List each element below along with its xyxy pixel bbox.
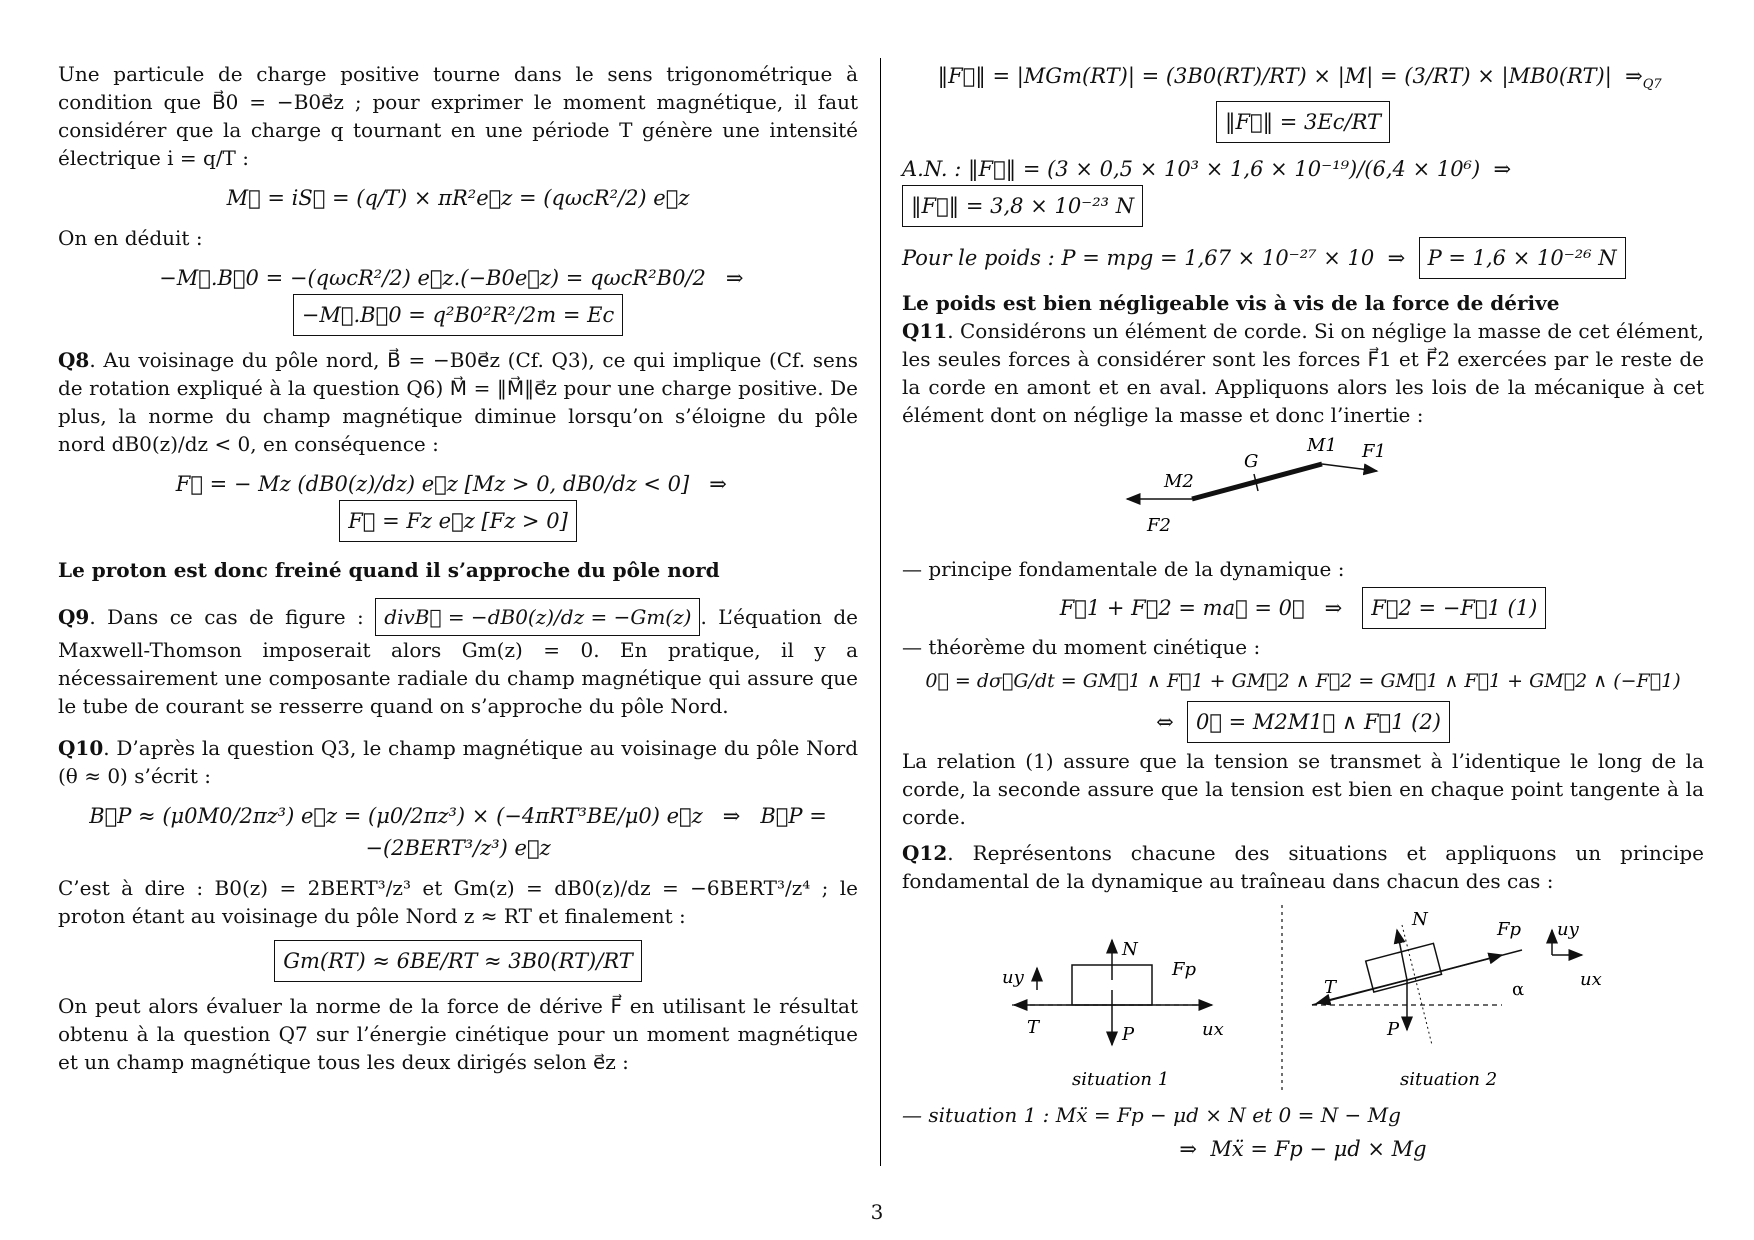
sled-box-inclined xyxy=(1366,944,1442,993)
equation-tmc-result-row: ⇔ 0⃗ = M2M1⃗ ∧ F⃗1 (2) xyxy=(902,701,1704,743)
equation-energy: −M⃗.B⃗0 = −(qωcR²/2) e⃗z.(−B0e⃗z) = qωcR²B0/2 ⇒ −M⃗.B⃗0 = q²B0²R²/2m = Ec xyxy=(58,262,858,336)
label-m2: M2 xyxy=(1164,471,1194,493)
weight-result: P = 1,6 × 10⁻²⁶ N xyxy=(1419,237,1626,279)
list-item-tmc-text: théorème du moment cinétique : xyxy=(928,635,1261,660)
equation-field-pole: B⃗P ≈ (μ0M0/2πz³) e⃗z = (μ0/2πz³) × (−4πRT³BE/μ0) e⃗z ⇒ B⃗P = −(2BERT³/z³) e⃗z xyxy=(89,804,827,860)
equation-weight: Pour le poids : P = mpg = 1,67 × 10⁻²⁷ × 10 ⇒ P = 1,6 × 10⁻²⁶ N xyxy=(902,237,1704,279)
equation-gradient xyxy=(58,940,858,982)
q12-text: . Représentons chacune des situations et appliquons un principe fondamental de la dynamique au traîneau dans chacun des cas : xyxy=(902,841,1704,894)
q9-after: . L’équation de Maxwell-Thomson imposerait alors Gm(z) = 0. En pratique, il y a nécessairement une composante radiale du champ magnétique qui assure que le tube de courant se resserre quand on s’approche du pôle Nord. xyxy=(58,605,859,718)
label-fp: Fp xyxy=(1172,959,1197,981)
an-equation: ‖F⃗‖ = (3 × 0,5 × 10³ × 1,6 × 10⁻¹⁹)/(6,4 × 10⁶) xyxy=(968,157,1481,182)
equation-pfd-left: F⃗1 + F⃗2 = ma⃗ = 0⃗ xyxy=(1059,596,1305,621)
column-separator xyxy=(880,58,881,1166)
paragraph-q12 xyxy=(902,839,1704,895)
label-fp-2: Fp xyxy=(1497,919,1522,941)
q10-text: . D’après la question Q3, le champ magnétique au voisinage du pôle Nord (θ ≈ 0) s’écrit : xyxy=(58,736,858,788)
equation-field-left: B⃗P ≈ (μ0M0/2πz³) e⃗z = (μ0/2πz³) × (−4πRT³BE/μ0) e⃗z xyxy=(89,804,703,828)
list-item-pfd: — principe fondamentale de la dynamique : xyxy=(902,557,1345,582)
equation-energy-result: −M⃗.B⃗0 = q²B0²R²/2m = Ec xyxy=(293,294,623,336)
label-t-2: T xyxy=(1324,977,1337,999)
paragraph-deduction: On en déduit : xyxy=(58,226,203,250)
conclusion-proton: Le proton est donc freiné quand il s’approche du pôle nord xyxy=(58,558,720,582)
equation-field-right: B⃗P = −(2BERT³/z³) e⃗z xyxy=(365,804,827,860)
label-t: T xyxy=(1027,1017,1040,1039)
equation-pfd: F⃗1 + F⃗2 = ma⃗ = 0⃗ ⇒ F⃗2 = −F⃗1 (1) xyxy=(902,587,1704,629)
paragraph-cest-a-dire: C’est à dire : B0(z) = 2BERT³/z³ et Gm(z) = dB0(z)/dz = −6BERT³/z⁴ ; le proton étant au voisinage du pôle Nord z ≈ RT et finalement : xyxy=(58,876,858,928)
question-label: Q8 xyxy=(58,348,90,372)
paragraph-q9 xyxy=(58,598,858,720)
weight-equation: Pour le poids : P = mpg = 1,67 × 10⁻²⁷ × 10 xyxy=(902,246,1375,271)
equation-force-left: F⃗ = − Mz (dB0(z)/dz) e⃗z [Mz > 0, dB0/dz < 0] xyxy=(175,472,690,496)
rope-element-figure xyxy=(902,429,1704,549)
list-item-pfd-text: principe fondamentale de la dynamique : xyxy=(928,557,1345,582)
list-item-situation-1: — situation 1 : Mẍ = Fp − μd × N et 0 = N − Mg xyxy=(902,1103,1401,1128)
paragraph-relation: La relation (1) assure que la tension se transmet à l’identique le long de la corde, la seconde assure que la tension est bien en chaque point tangente à la corde. xyxy=(902,749,1704,830)
question-label: Q12 xyxy=(902,841,948,866)
implication-note: Q7 xyxy=(1642,77,1662,93)
left-column xyxy=(58,60,858,1076)
force-n-arrow-2 xyxy=(1397,930,1407,980)
equation-gradient-result: Gm(RT) ≈ 6BE/RT ≈ 3B0(RT)/RT xyxy=(274,940,642,982)
situation-2-diagram xyxy=(1312,909,1602,1090)
equation-pfd-result: F⃗2 = −F⃗1 (1) xyxy=(1362,587,1546,629)
label-p: P xyxy=(1122,1024,1135,1046)
label-alpha: α xyxy=(1512,979,1525,1001)
situation-1-diagram xyxy=(1002,939,1224,1090)
equation-moment: M⃗ = iS⃗ = (q/T) × πR²e⃗z = (qωcR²/2) e⃗z xyxy=(226,186,690,210)
an-result: ‖F⃗‖ = 3,8 × 10⁻²³ N xyxy=(902,185,1143,227)
equation-force-norm: ‖F⃗‖ = |MGm(RT)| = (3B0(RT)/RT) × |M| = (3/RT) × |MB0(RT)| $\Rightarrow_{Q7}$ ‖F⃗‖ = 3Ec/RT xyxy=(902,60,1704,143)
caption-situation-2: situation 2 xyxy=(1400,1069,1498,1091)
label-n-2: N xyxy=(1412,909,1428,931)
question-label: Q11 xyxy=(902,319,948,344)
right-column xyxy=(902,60,1704,1169)
label-f2: F2 xyxy=(1147,515,1171,537)
paragraph-q8 xyxy=(58,346,858,458)
paragraph-force-derive: On peut alors évaluer la norme de la force de dérive F⃗ en utilisant le résultat obtenu à la question Q7 sur l’énergie cinétique pour un moment magnétique et un champ magnétique tous les deux dirigés selon e⃗z : xyxy=(58,994,858,1074)
label-f1: F1 xyxy=(1362,441,1386,463)
equation-force-result: F⃗ = Fz e⃗z [Fz > 0] xyxy=(339,500,577,542)
q9-before: . Dans ce cas de figure : xyxy=(89,605,364,629)
caption-situation-1: situation 1 xyxy=(1072,1069,1170,1091)
label-g: G xyxy=(1244,451,1259,473)
label-p-2: P xyxy=(1387,1019,1400,1041)
page-number: 3 xyxy=(870,1200,884,1224)
paragraph-q10 xyxy=(58,734,858,790)
force-f1-arrow xyxy=(1322,464,1377,471)
paragraph-q11 xyxy=(902,317,1704,429)
an-label: A.N. : xyxy=(902,157,962,182)
equation-force-norm-result: ‖F⃗‖ = 3Ec/RT xyxy=(1216,101,1390,143)
equation-situation-1-result: Mẍ = Fp − μd × Mg xyxy=(1210,1137,1427,1162)
equation-numeric: A.N. : ‖F⃗‖ = (3 × 0,5 × 10³ × 1,6 × 10⁻¹⁹)/(6,4 × 10⁶) ⇒ ‖F⃗‖ = 3,8 × 10⁻²³ N xyxy=(902,153,1704,227)
q11-text: . Considérons un élément de corde. Si on néglige la masse de cet élément, les seules forces à considérer sont les forces F⃗1 et F⃗2 exercées par le reste de la corde en amont et en aval. Appliquons alors les lois de la mécanique à cet élément dont on néglige la masse et donc l’inertie : xyxy=(902,319,1704,428)
paragraph-intro: Une particule de charge positive tourne dans le sens trigonométrique à condition que B⃗0 = −B0e⃗z ; pour exprimer le moment magnétique, il faut considérer que la charge q tournant en une période T génère une intensité électrique i = q/T : xyxy=(58,62,858,170)
equation-situation-1: ⇒ Mẍ = Fp − μd × Mg xyxy=(1179,1137,1427,1162)
label-uy-2: uy xyxy=(1557,919,1579,941)
sled-situations-figure xyxy=(902,895,1704,1095)
label-ux: ux xyxy=(1202,1019,1224,1041)
list-item-situation-1-text: situation 1 : Mẍ = Fp − μd × N et 0 = N − Mg xyxy=(928,1103,1401,1128)
equation-force-norm-left: ‖F⃗‖ = |MGm(RT)| = (3B0(RT)/RT) × |M| = (3/RT) × |MB0(RT)| xyxy=(937,64,1612,88)
list-item-tmc: — théorème du moment cinétique : xyxy=(902,635,1261,660)
q8-text: . Au voisinage du pôle nord, B⃗ = −B0e⃗z (Cf. Q3), ce qui implique (Cf. sens de rotation expliqué à la question Q6) M⃗ = ‖M⃗‖e⃗z pour une charge positive. De plus, la norme du champ magnétique diminue lorsqu’on s’éloigne du pôle nord dB0(z)/dz < 0, en conséquence : xyxy=(58,348,858,456)
label-ux-2: ux xyxy=(1580,969,1602,991)
equation-tmc: 0⃗ = dσ⃗G/dt = GM⃗1 ∧ F⃗1 + GM⃗2 ∧ F⃗2 = GM⃗1 ∧ F⃗1 + GM⃗2 ∧ (−F⃗1) xyxy=(925,670,1681,693)
q9-divergence-box: divB⃗ = −dB0(z)/dz = −Gm(z) xyxy=(375,598,700,636)
equation-tmc-result: 0⃗ = M2M1⃗ ∧ F⃗1 (2) xyxy=(1187,701,1450,743)
label-m1: M1 xyxy=(1307,435,1337,457)
question-label: Q9 xyxy=(58,605,90,629)
equation-force: F⃗ = − Mz (dB0(z)/dz) e⃗z [Mz > 0, dB0/dz < 0] ⇒ F⃗ = Fz e⃗z [Fz > 0] xyxy=(58,468,858,542)
question-label: Q10 xyxy=(58,736,104,760)
force-fp-arrow-2 xyxy=(1407,955,1502,980)
label-n: N xyxy=(1122,939,1138,961)
conclusion-weight: Le poids est bien négligeable vis à vis de la force de dérive xyxy=(902,291,1560,316)
equation-energy-left: −M⃗.B⃗0 = −(qωcR²/2) e⃗z.(−B0e⃗z) = qωcR²B0/2 xyxy=(159,266,706,290)
label-uy: uy xyxy=(1002,967,1024,989)
